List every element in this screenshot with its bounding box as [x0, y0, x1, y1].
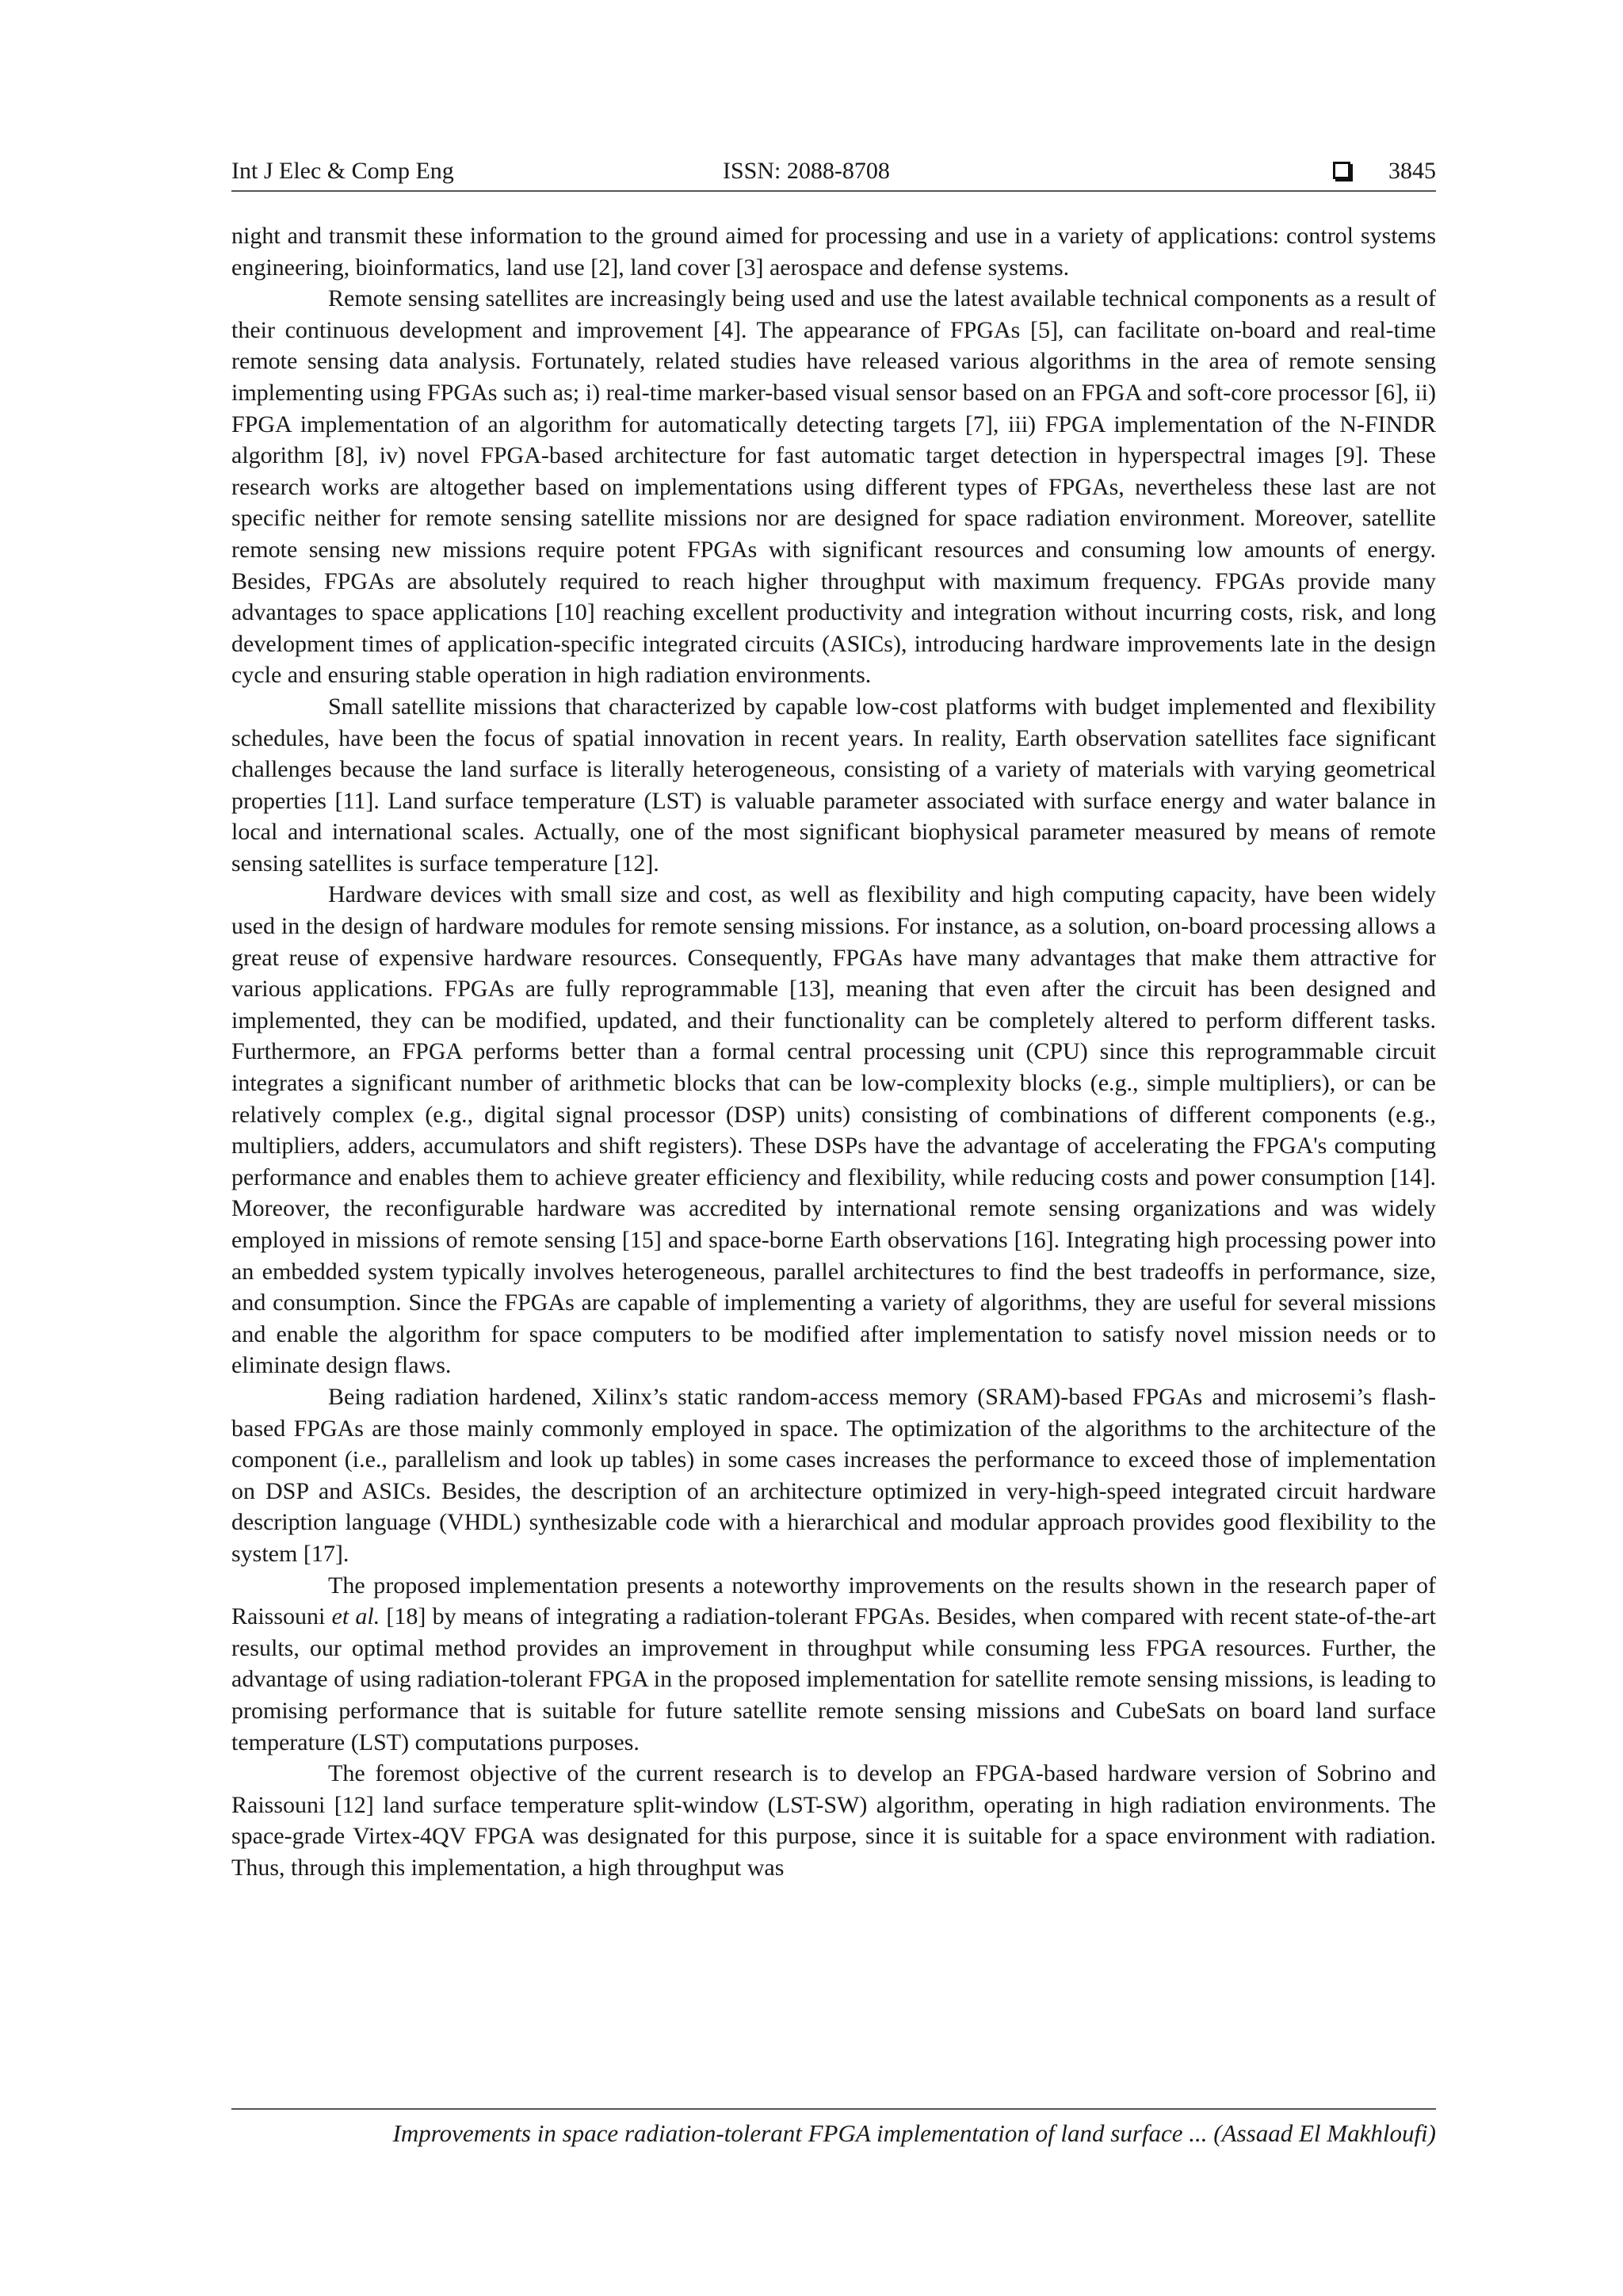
main-text — [231, 220, 1436, 1883]
paragraph-small-satellites: Small satellite missions that characterized by capable low-cost platforms with budget implemented and flexibility schedules, have been the focus of spatial innovation in recent years. In reality, Earth observation satellites face significant challenges because the land surface is literally heterogeneous, consisting of a variety of materials with varying geometrical properties [11]. Land surface temperature (LST) is valuable parameter associated with surface energy and water balance in local and international scales. Actually, one of the most significant biophysical parameter measured by means of remote sensing satellites is surface temperature [12]. — [231, 693, 1436, 877]
paragraph-fpga-remote-sensing: Remote sensing satellites are increasingly being used and use the latest available technical components as a result of their continuous development and improvement [4]. The appearance of FPGAs [5], can facilitate on-board and real-time remote sensing data analysis. Fortunately, related studies have released various algorithms in the area of remote sensing implementing using FPGAs such as; i) real-time marker-based visual sensor based on an FPGA and soft-core processor [6], ii) FPGA implementation of an algorithm for automatically detecting targets [7], iii) FPGA implementation of the N-FINDR algorithm [8], iv) novel FPGA-based architecture for fast automatic target detection in hyperspectral images [9]. These research works are altogether based on implementations using different types of FPGAs, nevertheless these last are not specific neither for remote sensing satellite missions nor are designed for space radiation environment. Moreover, satellite remote sensing new missions require potent FPGAs with significant resources and consuming low amounts of energy. Besides, FPGAs are absolutely required to reach higher throughput with maximum frequency. FPGAs provide many advantages to space applications [10] reaching excellent productivity and integration without incurring costs, risk, and long development times of application-specific integrated circuits (ASICs), introducing hardware improvements late in the design cycle and ensuring stable operation in high radiation environments. — [231, 285, 1436, 689]
running-header — [231, 155, 1436, 192]
journal-name: Int J Elec & Comp Eng — [231, 158, 454, 184]
paragraph-radiation-hardened: Being radiation hardened, Xilinx’s static random-access memory (SRAM)-based FPGAs and microsemi’s flash-based FPGAs are those mainly commonly employed in space. The optimization of the algorithms to the architecture of the component (i.e., parallelism and look up tables) in some cases increases the performance to exceed those of implementation on DSP and ASICs. Besides, the description of an architecture optimized in very-high-speed integrated circuit hardware description language (VHDL) synthesizable code with a hierarchical and modular approach provides good flexibility to the system [17]. — [231, 1383, 1436, 1567]
paragraph-continued: night and transmit these information to the ground aimed for processing and use in a variety of applications: control systems engineering, bioinformatics, land use [2], land cover [3] aerospace and defense systems. — [231, 223, 1436, 281]
running-footer: Improvements in space radiation-tolerant FPGA implementation of land surface ... (Assaad El Makhloufi) — [392, 2119, 1436, 2147]
paragraph-hardware-devices: Hardware devices with small size and cost, as well as flexibility and high computing capacity, have been widely used in the design of hardware modules for remote sensing missions. For instance, as a solution, on-board processing allows a great reuse of expensive hardware resources. Consequently, FPGAs have many advantages that make them attractive for various applications. FPGAs are fully reprogrammable [13], meaning that even after the circuit has been designed and implemented, they can be modified, updated, and their functionality can be completely altered to perform different tasks. Furthermore, an FPGA performs better than a formal central processing unit (CPU) since this reprogrammable circuit integrates a significant number of arithmetic blocks that can be low-complexity blocks (e.g., simple multipliers), or can be relatively complex (e.g., digital signal processor (DSP) units) consisting of combinations of different components (e.g., multipliers, adders, accumulators and shift registers). These DSPs have the advantage of accelerating the FPGA's computing performance and enables them to achieve greater efficiency and flexibility, while reducing costs and power consumption [14]. Moreover, the reconfigurable hardware was accredited by international remote sensing organizations and was widely employed in missions of remote sensing [15] and space-borne Earth observations [16]. Integrating high processing power into an embedded system typically involves heterogeneous, parallel architectures to find the best tradeoffs in performance, size, and consumption. Since the FPGAs are capable of implementing a variety of algorithms, they are useful for several missions and enable the algorithm for space computers to be modified after implementation to satisfy novel mission needs or to eliminate design flaws. — [231, 881, 1436, 1379]
et-al: et al. — [331, 1603, 380, 1630]
text-run: [18] by means of integrating a radiation-tolerant FPGAs. Besides, when compared with recent state-of-the-art results, our optimal method provides an improvement in throughput while consuming less FPGA resources. Further, the advantage of using radiation-tolerant FPGA in the proposed implementation for satellite remote sensing missions, is leading to promising performance that is suitable for future satellite remote sensing missions and CubeSats on board land surface temperature (LST) computations purposes. — [231, 1603, 1436, 1755]
issn: ISSN: 2088-8708 — [723, 158, 890, 184]
paragraph-objective: The foremost objective of the current research is to develop an FPGA-based hardware version of Sobrino and Raissouni [12] land surface temperature split-window (LST-SW) algorithm, operating in high radiation environments. The space-grade Virtex-4QV FPGA was designated for this purpose, since it is suitable for a space environment with radiation. Thus, through this implementation, a high throughput was — [231, 1760, 1436, 1881]
square-outline-icon — [1333, 162, 1350, 179]
text-run: The proposed implementation presents a noteworthy improvements on the results shown in the research paper of Raissouni — [231, 1572, 1436, 1630]
footer-rule — [231, 2108, 1436, 2110]
page-number: 3845 — [1388, 158, 1436, 184]
paragraph-proposed-implementation — [231, 1570, 1436, 1759]
